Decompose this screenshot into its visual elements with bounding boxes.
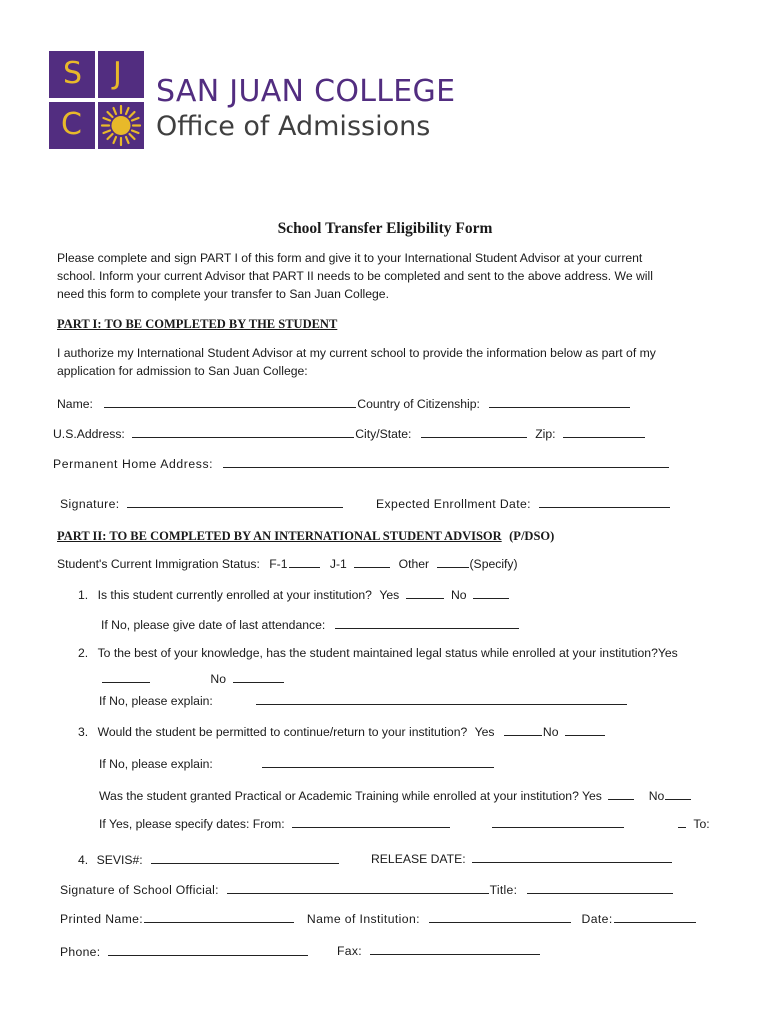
college-name: SAN JUAN COLLEGE: [156, 74, 456, 109]
q1-row: [78, 586, 510, 602]
logo-letter-c: C: [61, 107, 82, 142]
sevis-field[interactable]: [151, 851, 339, 864]
f1-label: F-1: [269, 557, 288, 571]
training-no-field[interactable]: [665, 787, 691, 800]
q1-yes-label: Yes: [379, 588, 400, 602]
citizenship-field[interactable]: [489, 395, 630, 408]
q2-followup-label: If No, please explain:: [99, 694, 213, 708]
training-yes-field[interactable]: [608, 787, 634, 800]
specify-label: (Specify): [469, 557, 518, 571]
training-to-field[interactable]: [492, 815, 624, 828]
intro-line-1: Please complete and sign PART I of this form and give it to your International Student Advisor at your current: [57, 251, 643, 265]
q1-no-label: No: [451, 588, 467, 602]
q2-number: 2.: [78, 646, 89, 660]
date-field[interactable]: [614, 910, 696, 923]
other-field[interactable]: [437, 555, 469, 568]
training-row: [99, 787, 692, 803]
q3-followup-row: [99, 755, 495, 771]
training-dates-row: [99, 815, 625, 831]
q2-text: To the best of your knowledge, has the student maintained legal status while enrolled at your institution?Yes: [97, 646, 678, 660]
permanent-label: Permanent Home Address:: [53, 457, 214, 471]
fax-label: Fax:: [337, 944, 362, 958]
q2-row: [78, 646, 678, 660]
permanent-row: [53, 455, 670, 471]
q1-followup-row: [101, 616, 520, 632]
title-label: Title:: [489, 883, 518, 897]
fax-row: [337, 942, 541, 958]
training-to-blank[interactable]: [678, 815, 686, 828]
logo-letter-s: S: [63, 56, 83, 91]
q1-no-field[interactable]: [473, 586, 509, 599]
q2-followup-row: [99, 692, 628, 708]
q1-yes-field[interactable]: [406, 586, 444, 599]
logo-tile-s: [49, 51, 95, 98]
logo-tile-c: [49, 102, 95, 149]
address-label: U.S.Address:: [53, 427, 125, 441]
f1-field[interactable]: [289, 555, 320, 568]
intro-line-3: need this form to complete your transfer to San Juan College.: [57, 287, 389, 301]
q3-number: 3.: [78, 725, 89, 739]
phone-label: Phone:: [60, 945, 101, 959]
q1-text: Is this student currently enrolled at your institution?: [97, 588, 372, 602]
q1-followup-label: If No, please give date of last attendance:: [101, 618, 326, 632]
q1-number: 1.: [78, 588, 89, 602]
institution-field[interactable]: [429, 910, 571, 923]
q2-no-field[interactable]: [233, 670, 284, 683]
zip-label: Zip:: [535, 427, 556, 441]
training-from-field[interactable]: [292, 815, 450, 828]
q3-yes-label: Yes: [474, 725, 495, 739]
part2-heading: PART II: TO BE COMPLETED BY AN INTERNATIONAL STUDENT ADVISOR: [57, 529, 502, 543]
training-dates-label: If Yes, please specify dates: From:: [99, 817, 285, 831]
form-title: School Transfer Eligibility Form: [277, 220, 493, 237]
signature-field[interactable]: [127, 495, 343, 508]
j1-field[interactable]: [354, 555, 390, 568]
zip-field[interactable]: [563, 425, 645, 438]
sevis-label: SEVIS#:: [96, 853, 143, 867]
office-name: Office of Admissions: [156, 111, 431, 142]
last-attendance-field[interactable]: [335, 616, 519, 629]
logo-letter-j: J: [113, 56, 122, 91]
release-row: [371, 850, 673, 866]
phone-field[interactable]: [108, 943, 308, 956]
authorize-line-1: I authorize my International Student Advisor at my current school to provide the information below as part of my: [57, 346, 656, 360]
logo-tile-j: [98, 51, 144, 98]
training-to-group: [677, 815, 710, 831]
j1-label: J-1: [329, 557, 347, 571]
immigration-label: Student's Current Immigration Status:: [57, 557, 260, 571]
name-row: [57, 395, 631, 411]
city-field[interactable]: [421, 425, 527, 438]
q3-yes-field[interactable]: [504, 723, 542, 736]
part2-heading-row: [57, 527, 554, 545]
q2-answer-row: [101, 670, 285, 686]
q3-no-field[interactable]: [565, 723, 605, 736]
signature-label: Signature:: [60, 497, 120, 511]
name-field[interactable]: [104, 395, 356, 408]
official-signature-label: Signature of School Official:: [60, 883, 219, 897]
printed-name-field[interactable]: [144, 910, 294, 923]
permanent-field[interactable]: [223, 455, 669, 468]
enrollment-label: Expected Enrollment Date:: [376, 497, 531, 511]
citizenship-label: Country of Citizenship:: [357, 397, 480, 411]
q3-row: [78, 723, 606, 739]
immigration-row: [57, 555, 518, 571]
part1-heading: PART I: TO BE COMPLETED BY THE STUDENT: [57, 317, 338, 331]
college-logo: [49, 51, 144, 150]
to-label: To:: [693, 817, 710, 831]
training-question: Was the student granted Practical or Academic Training while enrolled at your institution? Yes: [99, 789, 602, 803]
q3-no-label: No: [542, 725, 559, 739]
signature-row: [60, 495, 344, 511]
printed-row: [60, 910, 697, 926]
enrollment-field[interactable]: [539, 495, 670, 508]
title-field[interactable]: [527, 881, 673, 894]
logo-tile-sun: [98, 102, 144, 149]
q3-followup-label: If No, please explain:: [99, 757, 213, 771]
q2-explain-field[interactable]: [256, 692, 627, 705]
release-date-field[interactable]: [472, 850, 672, 863]
address-row: [53, 425, 646, 441]
q2-yes-field[interactable]: [102, 670, 150, 683]
q4-number: 4.: [78, 853, 89, 867]
part2-heading-suffix: (P/DSO): [509, 529, 555, 543]
other-label: Other: [398, 557, 430, 571]
official-row: [60, 881, 674, 897]
authorize-line-2: application for admission to San Juan College:: [57, 364, 308, 378]
sun-icon: [98, 102, 144, 149]
intro-line-2: school. Inform your current Advisor that PART II needs to be completed and sent to the above address. We will: [57, 269, 653, 283]
institution-label: Name of Institution:: [306, 912, 420, 926]
q3-text: Would the student be permitted to continue/return to your institution?: [97, 725, 468, 739]
training-no-label: No: [648, 789, 665, 803]
official-signature-field[interactable]: [227, 881, 489, 894]
city-label: City/State:: [355, 427, 412, 441]
phone-row: [60, 943, 309, 959]
enrollment-row: [376, 495, 671, 511]
printed-name-label: Printed Name:: [60, 912, 144, 926]
fax-field[interactable]: [370, 942, 540, 955]
release-label: RELEASE DATE:: [371, 852, 466, 866]
q2-no-label: No: [210, 672, 226, 686]
q3-explain-field[interactable]: [262, 755, 494, 768]
date-label: Date:: [581, 912, 613, 926]
address-field[interactable]: [132, 425, 354, 438]
q4-row: [78, 851, 340, 867]
name-label: Name:: [57, 397, 93, 411]
